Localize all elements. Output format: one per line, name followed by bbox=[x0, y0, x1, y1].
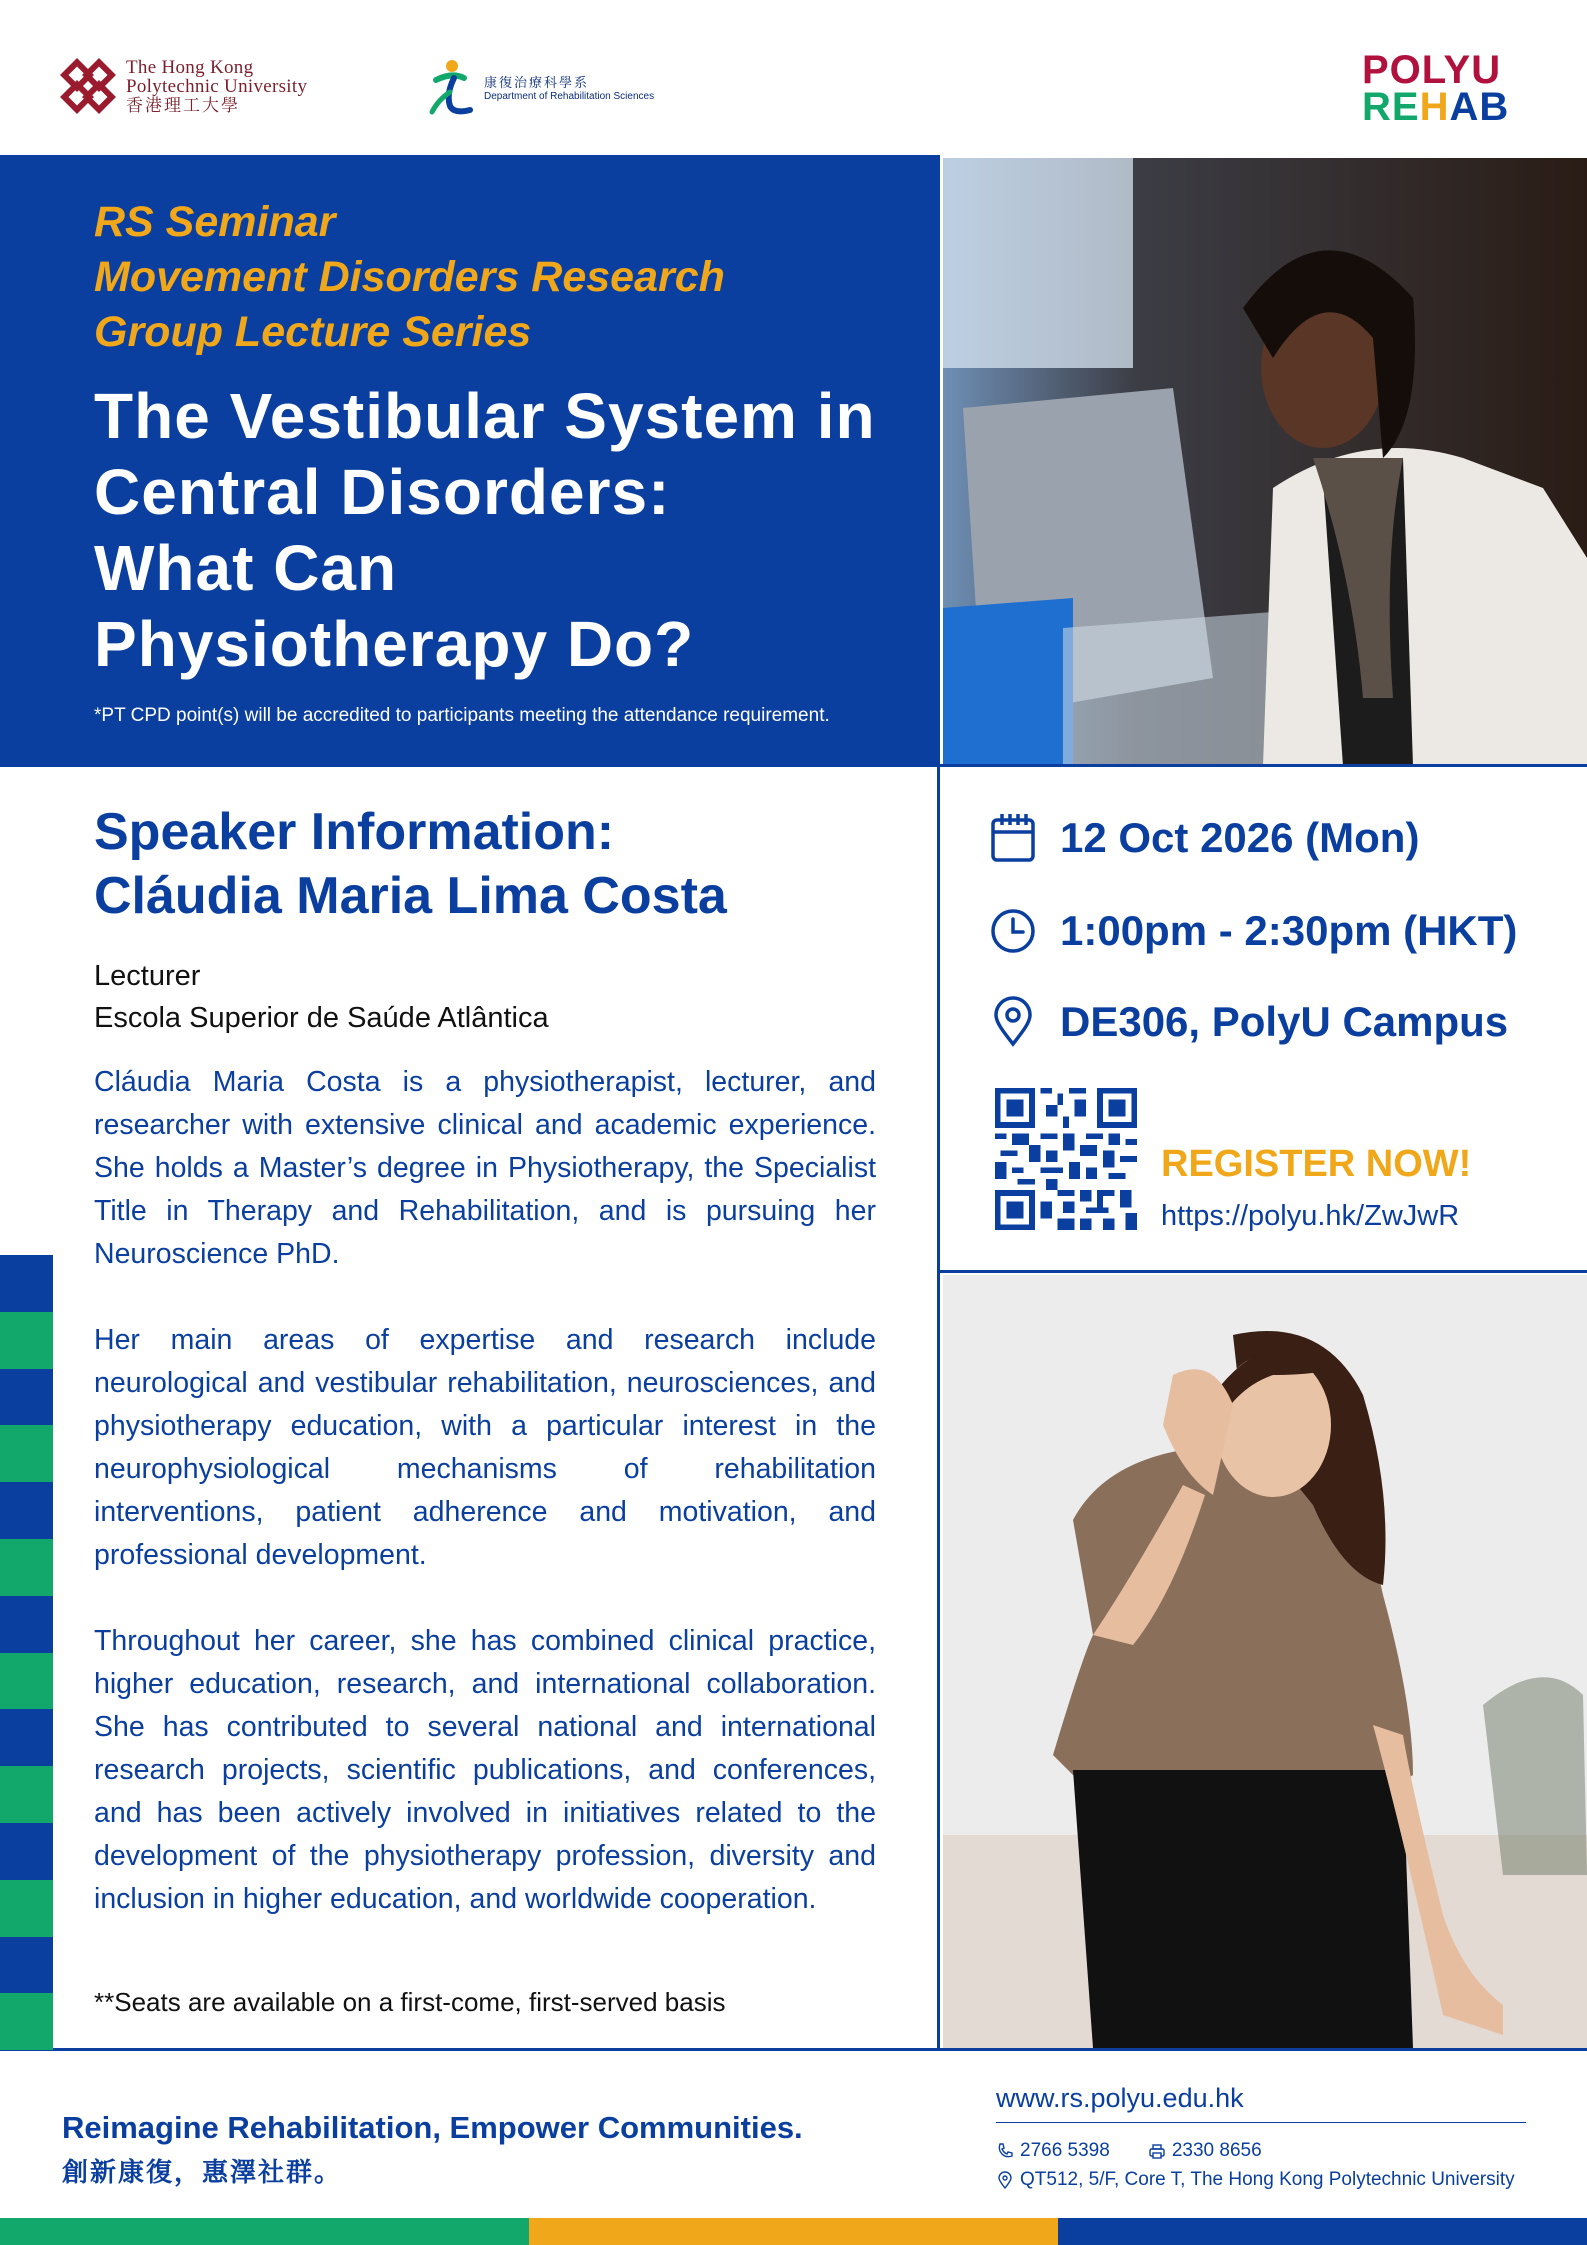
speaker-bio bbox=[94, 1061, 876, 1964]
divider bbox=[996, 2122, 1526, 2123]
title-line: Central Disorders: bbox=[94, 456, 671, 528]
polyu-rehab-logo-bottom bbox=[1362, 85, 1510, 129]
bio-paragraph: Throughout her career, she has combined clinical practice, higher education, research, and international collaboration. She has contributed to several national and international research projects, scientific publications, and conferences, and has been actively involved in initiatives related to the development of the physiotherapy profession, diversity and inclusion in higher education, and worldwide cooperation. bbox=[94, 1625, 876, 1915]
seats-note: **Seats are available on a first-come, first-served basis bbox=[94, 1987, 726, 2017]
contact-address bbox=[996, 2169, 1515, 2191]
header bbox=[0, 0, 1587, 152]
event-time: 1:00pm - 2:30pm (HKT) bbox=[1060, 907, 1518, 954]
clock-icon bbox=[990, 905, 1036, 957]
event-date-row bbox=[990, 812, 1419, 864]
location-pin-icon bbox=[996, 2171, 1014, 2189]
speaker-name: Cláudia Maria Lima Costa bbox=[94, 867, 727, 925]
event-venue: DE306, PolyU Campus bbox=[1060, 998, 1509, 1045]
location-pin-icon bbox=[990, 996, 1036, 1048]
divider bbox=[0, 2048, 1587, 2051]
event-time-row bbox=[990, 905, 1517, 957]
phone-number: 2766 5398 bbox=[1020, 2140, 1110, 2161]
series-line: RS Seminar bbox=[94, 198, 336, 246]
rehab-dept-logo[interactable] bbox=[426, 58, 654, 116]
polyu-rehab-logo[interactable] bbox=[1362, 48, 1510, 129]
footer-color-bar bbox=[0, 2218, 1587, 2245]
polyu-rehab-logo-top: POLYU bbox=[1362, 48, 1502, 92]
color-bar-segment bbox=[1058, 2218, 1587, 2245]
polyu-emblem-icon bbox=[58, 56, 118, 116]
register-now-label[interactable]: REGISTER NOW! bbox=[1161, 1143, 1472, 1185]
title-line: What Can bbox=[94, 532, 398, 604]
speaker-institution: Escola Superior de Saúde Atlântica bbox=[94, 1002, 549, 1034]
rehab-dept-figure-icon bbox=[426, 58, 478, 116]
rehab-letter: H bbox=[1419, 85, 1450, 129]
decorative-side-stripes bbox=[0, 1255, 53, 2050]
fax-number: 2330 8656 bbox=[1171, 2140, 1262, 2161]
speaker-heading bbox=[94, 800, 727, 928]
cpd-note: *PT CPD point(s) will be accredited to participants meeting the attendance requirement. bbox=[94, 705, 830, 726]
rehab-dept-name-english: Department of Rehabilitation Sciences bbox=[484, 91, 655, 102]
title-line: Physiotherapy Do? bbox=[94, 608, 695, 680]
slogan-english: Reimagine Rehabilitation, Empower Communities. bbox=[62, 2110, 803, 2145]
speaker-photo bbox=[943, 158, 1587, 766]
rehab-letter: A bbox=[1449, 85, 1480, 129]
series-line: Group Lecture Series bbox=[94, 308, 532, 356]
color-bar-segment bbox=[529, 2218, 1058, 2245]
polyu-logo[interactable] bbox=[58, 56, 307, 116]
rehab-dept-wordmark bbox=[484, 72, 654, 102]
color-bar-segment bbox=[0, 2218, 529, 2245]
polyu-name-chinese: 香港理工大學 bbox=[126, 95, 240, 115]
series-line: Movement Disorders Research bbox=[94, 253, 725, 301]
speaker-role: Lecturer bbox=[94, 960, 201, 992]
dizzy-woman-photo bbox=[943, 1275, 1587, 2048]
website-link[interactable]: www.rs.polyu.edu.hk bbox=[996, 2083, 1244, 2113]
address: QT512, 5/F, Core T, The Hong Kong Polytechnic University bbox=[1020, 2169, 1515, 2190]
divider bbox=[940, 1270, 1587, 1273]
phone-icon bbox=[996, 2142, 1014, 2160]
fax-icon bbox=[1148, 2142, 1166, 2160]
contact-numbers bbox=[996, 2140, 1262, 2162]
speaker-heading-label: Speaker Information: bbox=[94, 803, 615, 861]
registration-qr-code[interactable] bbox=[995, 1088, 1137, 1230]
seminar-series-title bbox=[94, 195, 725, 360]
divider bbox=[937, 767, 940, 2050]
event-date: 12 Oct 2026 (Mon) bbox=[1060, 814, 1420, 861]
rehab-dept-name-chinese: 康復治療科學系 bbox=[484, 75, 590, 90]
polyu-wordmark bbox=[126, 58, 307, 115]
event-venue-row bbox=[990, 996, 1508, 1048]
divider bbox=[0, 764, 1587, 767]
bio-paragraph: Cláudia Maria Costa is a physiotherapist, lecturer, and researcher with extensive clinical and academic experience. She holds a Master’s degree in Physiotherapy, the Specialist Title in Therapy and Rehabilitation, and is pursuing her Neuroscience PhD. bbox=[94, 1066, 876, 1270]
speaker-affiliation bbox=[94, 955, 549, 1039]
rehab-letter: E bbox=[1391, 85, 1420, 129]
calendar-icon bbox=[990, 812, 1036, 864]
rehab-letter: B bbox=[1479, 85, 1510, 129]
title-line: The Vestibular System in bbox=[94, 380, 876, 452]
lecture-title bbox=[94, 378, 944, 682]
slogan-chinese: 創新康復，惠澤社群。 bbox=[62, 2157, 343, 2187]
polyu-name-line1: The Hong Kong bbox=[126, 56, 254, 78]
registration-link[interactable]: https://polyu.hk/ZwJwR bbox=[1161, 1200, 1460, 1232]
polyu-name-line2: Polytechnic University bbox=[126, 75, 308, 97]
bio-paragraph: Her main areas of expertise and research include neurological and vestibular rehabilitation, neurosciences, and physiotherapy education, with a particular interest in the neurophysiological mechanisms of rehabilitation interventions, patient adherence and motivation, and professional development. bbox=[94, 1324, 876, 1571]
rehab-letter: R bbox=[1362, 85, 1392, 129]
